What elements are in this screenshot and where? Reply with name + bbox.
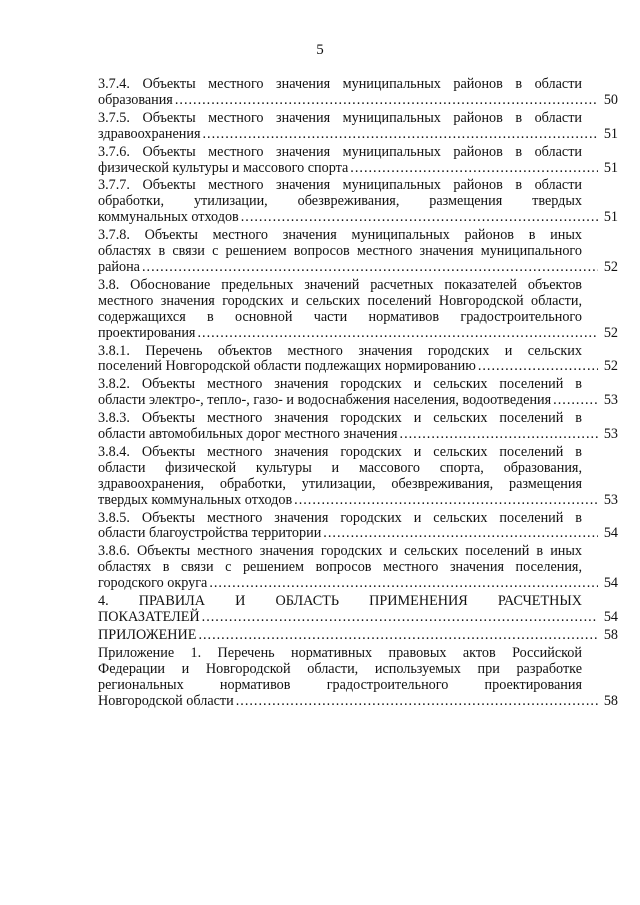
- toc-entry-title-end: физической культуры и массового спорта: [98, 159, 349, 176]
- toc-entry[interactable]: [98, 228, 618, 276]
- toc-entry-title-end: района: [98, 258, 140, 275]
- toc-entry-text-line: здравоохранения, обработки, утилизации, обезвреживания, размещения: [98, 475, 582, 492]
- table-of-contents: [98, 77, 618, 711]
- toc-entry-title-end: твердых коммунальных отходов: [98, 491, 293, 508]
- toc-page-number: 54: [603, 575, 618, 592]
- toc-page-number: 52: [603, 358, 618, 375]
- toc-entry-text-line: 3.7.4. Объекты местного значения муниципальных районов в области: [98, 76, 582, 92]
- toc-entry-text-line: 3.7.6. Объекты местного значения муниципальных районов в области: [98, 143, 582, 160]
- toc-entry-text-line: 3.8.5. Объекты местного значения городских и сельских поселений в: [98, 509, 582, 526]
- toc-entry-leader-line: [98, 260, 618, 276]
- dot-leader: [202, 610, 598, 626]
- toc-entry-leader-line: [98, 628, 618, 644]
- toc-page-number: 53: [603, 426, 618, 443]
- toc-entry[interactable]: [98, 77, 618, 109]
- toc-entry-text-line: 4. ПРАВИЛА И ОБЛАСТЬ ПРИМЕНЕНИЯ РАСЧЕТНЫХ: [98, 593, 582, 610]
- toc-entry[interactable]: [98, 594, 618, 626]
- dot-leader: [350, 161, 598, 177]
- toc-page-number: 51: [603, 125, 618, 142]
- toc-page-number: 54: [603, 525, 618, 542]
- toc-entry-text-line: 3.7.5. Объекты местного значения муниципальных районов в области: [98, 109, 582, 126]
- toc-entry-title-end: ПОКАЗАТЕЛЕЙ: [98, 609, 200, 625]
- toc-entry-leader-line: [98, 93, 618, 109]
- toc-entry-leader-line: [98, 127, 618, 143]
- toc-entry-title-end: городского округа: [98, 575, 208, 592]
- toc-entry-leader-line: [98, 610, 618, 626]
- toc-entry-leader-line: [98, 210, 618, 226]
- toc-page-number: 51: [603, 159, 618, 176]
- dot-leader: [323, 526, 598, 542]
- toc-page-number: 50: [603, 91, 618, 108]
- toc-entry-text-line: областях в связи с решением вопросов местного значения поселения,: [98, 559, 582, 576]
- toc-entry-leader-line: [98, 359, 618, 375]
- toc-entry-text-line: 3.7.7. Объекты местного значения муниципальных районов в области: [98, 177, 582, 194]
- toc-entry-text-line: 3.8.3. Объекты местного значения городских и сельских поселений в: [98, 410, 582, 427]
- toc-entry-leader-line: [98, 161, 618, 177]
- toc-entry-leader-line: [98, 694, 618, 710]
- toc-entry-text-line: 3.8.2. Объекты местного значения городских и сельских поселений в: [98, 376, 582, 393]
- toc-entry-title-end: образования: [98, 91, 173, 108]
- toc-entry-text-line: 3.8.1. Перечень объектов местного значения городских и сельских: [98, 342, 582, 359]
- toc-entry-leader-line: [98, 427, 618, 443]
- toc-entry[interactable]: [98, 145, 618, 177]
- toc-entry-leader-line: [98, 493, 618, 509]
- toc-entry-title-end: ПРИЛОЖЕНИЕ: [98, 626, 197, 643]
- toc-entry-text-line: Приложение 1. Перечень нормативных правовых актов Российской: [98, 644, 582, 661]
- dot-leader: [209, 576, 598, 592]
- toc-entry[interactable]: [98, 111, 618, 143]
- toc-entry-leader-line: [98, 393, 618, 409]
- toc-page-number: 52: [603, 324, 618, 341]
- toc-page-number: 54: [603, 609, 618, 625]
- page-number: 5: [316, 42, 324, 58]
- toc-page-number: 53: [603, 392, 618, 409]
- toc-entry-leader-line: [98, 526, 618, 542]
- dot-leader: [241, 210, 598, 226]
- toc-entry[interactable]: [98, 178, 618, 226]
- toc-entry[interactable]: [98, 344, 618, 376]
- toc-entry-text-line: 3.8.6. Объекты местного значения городских и сельских поселений в иных: [98, 543, 582, 560]
- toc-page-number: 53: [603, 491, 618, 508]
- dot-leader: [400, 427, 598, 443]
- dot-leader: [294, 493, 598, 509]
- toc-page-number: 52: [603, 258, 618, 275]
- toc-entry-text-line: региональных нормативов градостроительного проектирования: [98, 676, 582, 693]
- dot-leader: [236, 694, 598, 710]
- toc-entry[interactable]: [98, 411, 618, 443]
- toc-entry[interactable]: [98, 511, 618, 543]
- toc-entry-text-line: 3.8.4. Объекты местного значения городских и сельских поселений в: [98, 443, 582, 460]
- toc-entry-title-end: поселений Новгородской области подлежащих нормированию: [98, 358, 476, 375]
- toc-entry-text-line: 3.8. Обоснование предельных значений расчетных показателей объектов: [98, 276, 582, 293]
- dot-leader: [553, 393, 598, 409]
- toc-entry[interactable]: [98, 377, 618, 409]
- dot-leader: [142, 260, 598, 276]
- toc-entry-text-line: области физической культуры и массового спорта, образования,: [98, 459, 582, 476]
- toc-page-number: 51: [603, 209, 618, 226]
- toc-page-number: 58: [603, 626, 618, 643]
- toc-entry-text-line: 3.7.8. Объекты местного значения муниципальных районов в иных: [98, 227, 582, 244]
- toc-entry-title-end: области электро-, тепло-, газо- и водоснабжения населения, водоотведения: [98, 392, 552, 409]
- dot-leader: [197, 326, 598, 342]
- toc-entry-text-line: содержащихся в основной части нормативов градостроительного: [98, 308, 582, 325]
- toc-entry-text-line: местного значения городских и сельских поселений Новгородской области,: [98, 292, 582, 309]
- toc-entry-title-end: проектирования: [98, 324, 196, 341]
- toc-entry[interactable]: [98, 544, 618, 592]
- toc-entry-title-end: коммунальных отходов: [98, 209, 239, 226]
- dot-leader: [478, 359, 598, 375]
- toc-page-number: 58: [603, 692, 618, 709]
- toc-entry-title-end: области автомобильных дорог местного значения: [98, 426, 398, 443]
- toc-entry-title-end: здравоохранения: [98, 125, 201, 142]
- dot-leader: [198, 628, 598, 644]
- toc-entry[interactable]: [98, 445, 618, 509]
- dot-leader: [175, 93, 598, 109]
- toc-entry-text-line: обработки, утилизации, обезвреживания, размещения твердых: [98, 193, 582, 210]
- toc-entry[interactable]: [98, 646, 618, 710]
- toc-entry-leader-line: [98, 576, 618, 592]
- toc-entry-text-line: Федерации и Новгородской области, используемых при разработке: [98, 660, 582, 677]
- toc-entry-title-end: области благоустройства территории: [98, 525, 322, 542]
- dot-leader: [202, 127, 598, 143]
- toc-entry[interactable]: [98, 628, 618, 644]
- toc-entry-leader-line: [98, 326, 618, 342]
- toc-entry[interactable]: [98, 278, 618, 342]
- toc-entry-text-line: областях в связи с решением вопросов местного значения муниципального: [98, 243, 582, 260]
- toc-entry-title-end: Новгородской области: [98, 692, 234, 709]
